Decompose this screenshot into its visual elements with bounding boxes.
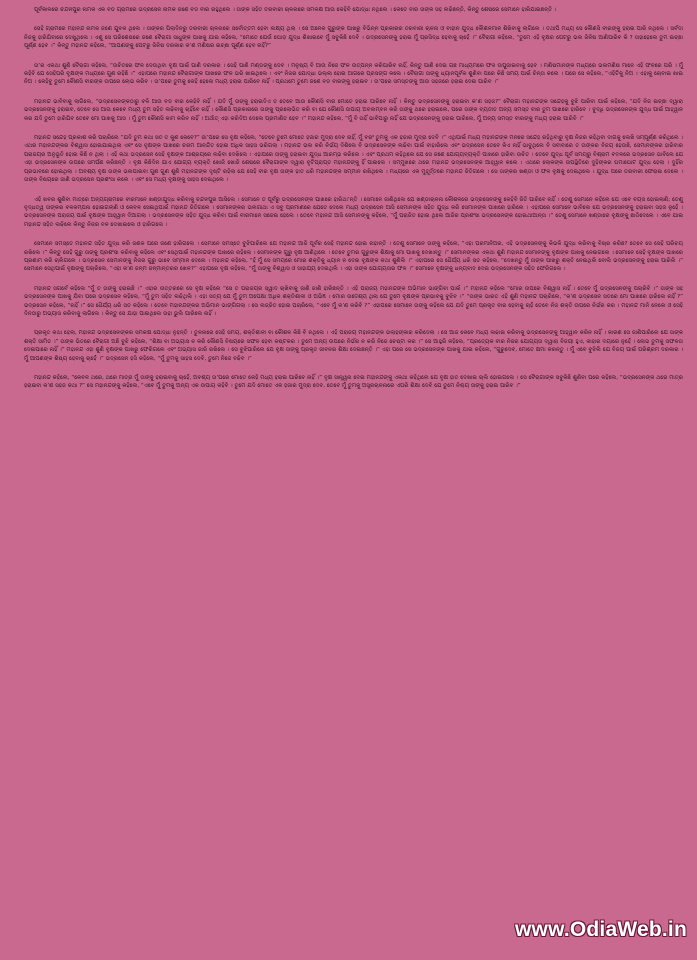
paragraph-5: ମହାନନ୍ଦ ସନ୍ଦେହ ପ୍ରକାଶ କରି ପଚାରିଲେ “ଯଦି ତୁମ କଥା ସତ ତ କୁଣ କେବେ?” ଜା’ପରେ ସେ ବୃକ୍ଷ କହିଲେ, “ତେବେ ତୁମେ ମୋତେ ହଜାର ମୁଦ୍ରା ଦେବ ନାହିଁ, ମୁଁ ବରଂ ତୁମକୁ ଏକ ହଜାର ମୁଦ୍ରା ଦେବି ।” ଏଥିପାଇଁ ମଧ୍ୟ ମହାନନ୍ଦଙ୍କ ମନରେ ସନ୍ଦେହ ରହିଥିବାରୁ ବୃକ୍ଷ ନିଜର କହିଥିବା ଦାଗକୁ ଲେଖି ସମ୍ପୂର୍ଣ୍ଣ କରିଥିଲେ । ଏଥର ମହାନନ୍ଦଙ୍କର ବିଶ୍ୱାସ ହୋଇଯାଇଥିଲା ଏବଂ ସେ ବୃକ୍ଷଙ୍କ ପାଖରେ ଚରମ ଆନନ୍ଦିତ ହୋଇ ଅଧିକ ସାହସ ଭରିଗଲା । ମହାନନ୍ଦ ଭଲ କରି ନିର୍ଭୟ ଦିଶିଲେ ବି ଭଦ୍ରସେନଙ୍କ ଲଢିବା ପାଇଁ ବାହାରିଲେ ଏବଂ ଭଦ୍ରସେନ ତେବେ କିଏ ନାହିଁ ଭାବୁଥିଲେ ବି ସବୀବାରେ ତ ତାଙ୍କର ବିଜୟ ହେଉଛି, ସେମାନଙ୍କର ହାରିବାର ପରାଜୟର ଅନୁଭୂତି ହୋଇ କିଛି ନ ଥିଲା । ଏହି କଥା ଭଦ୍ରସେନ ସେହି ବୃକ୍ଷଙ୍କ ଆଶ୍ରୟରେ ଲଢିବା ଦେଖିଲେ । ଏହାପରେ ତାଙ୍କୁ ହରାଇବା ଯୁଦ୍ଧ ଆରମ୍ଭ କରିଲେ । ଏବଂ ପ୍ରଥମ କହିଥିଲେ ଯେ ସେ ଜଣେ ଯୋଗ୍ୟବ୍ୟକ୍ତି ପାଖରେ ହାରିବା ଉଚିତ । ତେବେ ଯୁଦ୍ଧ ପୂର୍ବ ସମୟରୁ ବିଶ୍ରାମ ବଦଳରେ ଭଦ୍ରସେନ ଭାବିଲେ ଯେ ଏହା ଭଦ୍ରସେନଙ୍କ ଉପରେ ସମର୍ପଣ କରିଛନ୍ତି । ବୃକ୍ଷ କିଛିଦିନ ଯାଏ ଯୋଗ୍ୟ ବ୍ୟକ୍ତି ଖୋଜି ଖୋଜି ଶେଷରେ ବୈରାଗୀଙ୍କ ଦ୍ୱାରା ବୃଟିପ୍ରାପ୍ତ ମହାନନ୍ଦଙ୍କୁ ହିଁ ପାଇଲେ । ସମ୍ମୁଖରେ ଥରେ ମହାନନ୍ଦ ଭଦ୍ରସେନଙ୍କ ଆହ୍ୱାନ କଲେ । ଏଥରେ ଲୋକଙ୍କ ଉପସ୍ଥିତିରେ ଦୁହିଙ୍କର ଘମାଘୋଟ ଯୁଦ୍ଧ ହେଲା । ଦୁହିଁର ପ୍ରଭାବରେ ହୋଇଥିଲା । ଅବଶ୍ୟ ବୃକ୍ଷ ତାଙ୍କ ଭଲପାଇବା ଗୁଣ ଗୁଣ ଶୁଣି ମହାନନ୍ଦଙ୍କ ଦୃଷ୍ଟି ରହିଲା ଯେ ସେହି ବୀର ବୃକ୍ଷ ତାଙ୍କ ହାତ ଧରି ମହାନନ୍ଦଙ୍କ ସମ୍ମାନ ରଖିଥିଲେ । ମଧ୍ୟରେ ଏକ ମୁହୂର୍ତ୍ତରେ ମହାନନ୍ଦ ଜିତିଗଲେ । ସେ ତାଙ୍କର ଖଣ୍ଡା ଓ ଫଳ ବୃକ୍ଷକୁ ଦେଇଥିଲେ । ଯୁଦ୍ଧ ପରେ ତରବାରୀ ଫେରାଇ ଦେଲେ । ତାଙ୍କ ବିଷୟରେ ଜାଣି ଭଦ୍ରସେନ ପ୍ରଶଂସା କଲେ । ଏବଂ ସେ ମଧ୍ୟ ବୃକ୍ଷଙ୍କୁ ସାହସ ଦେଇଥିଲେ ।	[24, 135, 683, 184]
paragraph-6: ଏହି ଖବର ଶୁଣିବା ମାତ୍ରେ ଅନ୍ୟଗ୍ରାମରେ ବୀରମାନେ ଖଣ୍ଡାଯୁଦ୍ଧ କରିବାକୁ ଚନ୍ଦନପୁର ଆସିଲେ । ସେମାନେ ତ ପୂର୍ବରୁ ଭଦ୍ରସେନଙ୍କ ପାଖରେ ହାରିଥା’ନ୍ତି । ସେମାନେ ଜାଣିଥିଲେ ଯେ ଖଣ୍ଡାଚାଳନା କୌଶଳରେ ଭଦ୍ରସେନଙ୍କୁ କେହିବି ଜିତି ପାରିବେ ନାହିଁ । ତେଣୁ ସେମାନେ କହିଲେ ଯେ ଏବେ ବୟସ ହୋଇଲାଣି; ତେଣୁ ବୃଦ୍ଧତ୍ୱ ତାଙ୍କର ବଳକମ୍ପନା ହୋଇଗଲାଣି ଓ କେବଳ ସେଇଥିପାଇଁ ମହାନନ୍ଦ ଜିତିଗଲେ । ସେମାନଙ୍କର ଭଲଗାଥା ଏ ସବୁ ପ୍ରମାଣରେ ଯେତେ ଦେଲେ ମଧ୍ୟ ଭଦ୍ରସେନ ଆସି ସେମାନଙ୍କ ସହିତ ଯୁଦ୍ଧ କରି ସେମାନଙ୍କ ପାଖରେ ହାରିଲେ । ଏହାପରେ ସେମାନେ ଭାବିଲେ ଯେ ଭଦ୍ରସେନଙ୍କୁ ହରାଇବା ସହଜ ନୁହେଁ । ଭଦ୍ରସେନଙ୍କ ପରାଜୟ ପାଇଁ ବୃକ୍ଷଙ୍କ ଆହ୍ୱାନ ଦିଆଗଲା । ଭଦ୍ରସେନଙ୍କ ସହିତ ଯୁଦ୍ଧ କରିବା ପାଇଁ ବୀରମାନେ ସଜେଇ ହେଲେ । ତେବେ ମହାନନ୍ଦ ଆସି ସେମାନଙ୍କୁ କହିଲେ, “ମୁଁ ପରାଜିତ ହୋଇ ଥିଲେ ଆଜିର ପ୍ରଶଂସା ଭଦ୍ରସେନଙ୍କ ହୋଇଥାଆନ୍ତା ।” ତେଣୁ ସେମାନେ ଖଣ୍ଡାରେ ବୃକ୍ଷଙ୍କୁ ଛାଡିଦେଲେ । ଏବେ ଯାଇ ମହାନନ୍ଦ ସହିତ ଲଢିଲେ କିନ୍ତୁ ନିଜର ବଳ ଦେଖାଇଲେ ଓ ହାରିଗଲେ ।	[24, 196, 683, 228]
paragraph-3: ତା’ର ଏକଥା ଶୁଣି ବୈରାଗୀ କହିଲେ, “ଉଚିତରେ ଫଳ ଦେଉଥିବା ବୃକ୍ଷ ପାଇଁ ପାଣି ଦରକାର । ସେହି ପାଣି ମଣ୍ଡଙ୍କୁ ଦେବ । ମନୁଷ୍ୟ ବି ଆଉ ନିଜେ ଫଳ ଉତ୍ପନ୍ନ କରିପାରିବ ନାହିଁ, କିନ୍ତୁ ପାଣି ଦେଇ ଗଛ ମାଧ୍ୟମରେ ଫଳ ଉପୁଜାଇବାକୁ ହେବ । ମଣିଷମାନଙ୍କ ମଧ୍ୟରେ ଭଲମଣିଷ ମାନେ ଏହି ଫଳରେ ପରି । ମୁଁ କହିବି ଯେ ସେହିପରି ବୃକ୍ଷଙ୍କ ମଧ୍ୟରେ ଗୁଣ ରହିଛି ।” ଏହାପରେ ମହାନନ୍ଦ ବୈରାଗୀଙ୍କ ପାଖରେ ଫଳ ଭରି ଖାଇଥିଲେ । ଏବଂ ନିଜର ଯୋଦ୍ଧା ଭଲ୍ଲା ହୋଇ ଆଗରେ ପ୍ରସଙ୍ଗ କଲେ । ବୈରାଗୀ ତାଙ୍କୁ ଧ୍ୟାନପୂର୍ବକ ଶୁଣିବା ପରେ କିଛି ସମୟ ପାଇଁ ଚିନ୍ତା କଲେ । ପରେ ସେ କହିଲେ, “ଏହିଟିକୁ ନିଅ । ଏହାକୁ ଚୋବାଇ ଖାଇ ନିଅ । କେହିବୁ ତୁମେ କୌଣସି ବୀରଙ୍କ ଉପରେ ଲୋଭ କରିବ । ତା’ପରେ ତୁମକୁ କେହି ହେଲେ ମଧ୍ୟ ହରାଇ ପାରିବେ ନାହିଁ । ପ୍ରଥମେ ତୁମେ ଜଣେ ବଡ ବୀରଙ୍କୁ ହରାଇବ । ତା’ପରେ ସମସ୍ତଙ୍କୁ ଆଉ ସହଜରେ ହରାଇ ଦେଇ ପାରିବ ।”	[24, 62, 683, 86]
paragraph-9: ପ୍ରକୃତ କଥା ହେଲା, ମହାନନ୍ଦ ଭଦ୍ରସେନଙ୍କର ସମକକ୍ଷ ଯୋଦ୍ଧା ନୁହନ୍ତି । ତୁଳନାରେ ସେହି ସମୟ, ଶକ୍ତିଶାଳୀ ବା କୌଶଳ କିଛି ବି ନଥିଲେ । ଏହି ପରାଜୟ ମହାନନ୍ଦଙ୍କ ଭଲାହଙ୍କାର କରିଦେଲା । ସେ ଆଜ କେବେ ମଧ୍ୟ ଲଢାଇ କରିବାକୁ ଭଦ୍ରସେନଙ୍କୁ ଆହ୍ୱାନ କରିନ ନାହିଁ । କାରଣ ସେ ଜାଣିପାରିଲେ ଯେ ତାଙ୍କ ଶକ୍ତି ସୀମିତ ।” ତାଙ୍କ ଭିତରେ ବୈରାଗୀ ଅଛି ବୁଝି କହିଲେ, “ଶିକ୍ଷା ବା ଅଭ୍ୟାସ ନ କରି କୌଣସି ବିଷୟରେ ସଫଳ ହେବା କଷ୍ଟକର । ତୁମେ ଅନ୍ୟ ଉପରେ ନିର୍ଭର ନ କରି ନିଜେ ଚେଷ୍ଟା କର ।” ସେ ଆହୁରି କହିଲେ, “ପ୍ରତ୍ୟେକ ବୀର ନିଜର ଯୋଗ୍ୟତା ଦ୍ୱାରା ବିଜୟୀ ହୁଏ, କାହାର ଦୟାରେ ନୁହେଁ । ଲୋଭ ତୁମକୁ ସଫଳତା ଦେଇପାରେ ନାହିଁ ।” ମହାନନ୍ଦ ଏହା ଶୁଣି ବୃକ୍ଷଙ୍କ ପାଖରୁ ଫେରିଗଲେ ଏବଂ ଅଭ୍ୟାସ ଜାରି ରଖିଲେ । ସେ ବୁଝିପାରିଲେ ଯେ ବୃକ୍ଷ ତାଙ୍କୁ ପ୍ରକୃତ ଜୀବନର ଶିକ୍ଷା ଦେଇଛନ୍ତି ।” ଏହା ପରେ ସେ ଭଦ୍ରସେନଙ୍କ ପାଖକୁ ଯାଇ କହିଲେ, “ଗୁରୁଦେବ, ମୋତେ କ୍ଷମା କରନ୍ତୁ । ମୁଁ ଏବେ ବୁଝିଲି ଯେ ବିଜୟ ପାଇଁ ପରିଶ୍ରମ ଦରକାର । ମୁଁ ଆପଣଙ୍କ ଶିଷ୍ୟ ହେବାକୁ ଚାହେଁ ।” ଭଦ୍ରସେନ ହସି କହିଲେ, “ମୁଁ ତୁମକୁ ସାହସ ଦେବି, ତୁମେ ନିଜେ ବଢିବ ।”	[24, 330, 683, 362]
site-watermark: www.OdiaWeb.in	[515, 918, 687, 941]
paragraph-8: ମହାନନ୍ଦ ସଗର୍ବେ କହିଲେ “ମୁଁ ତ ତାଙ୍କୁ ହରାଇଛି ।” ଏହାର ଉତ୍ତରରେ ସେ ବୃକ୍ଷ କହିଲେ “ସେ ତ ପରାଜୟର ସ୍ୱାଦ ଚାଖିବାକୁ ଜାଣି ଜାଣି ହାରିଛନ୍ତି । ଏହି ପରାଜୟ ମହାନନ୍ଦଙ୍କ ଅଭିମାନ ଭାଙ୍ଗିବା ପାଇଁ ।” ମହାନନ୍ଦ କହିଲେ “ମୋର ଉପରେ ବିଶ୍ୱାସ ନାହିଁ । ତେବେ ମୁଁ ଭଦ୍ରସେନଙ୍କୁ ପଚାରିବି ।” ତାଙ୍କ ସହ ଭଦ୍ରସେନଙ୍କ ପାଖକୁ ଯିବା ପରେ ଭଦ୍ରସେନ କହିଲେ, “ମୁଁ ତୁମ ସହିତ ଲଢିଥିଲି । ଏହା ସତ୍ୟ ଯେ ମୁଁ ତୁମ ଅପେକ୍ଷା ଅଧିକ ଶକ୍ତିଶାଳୀ ଓ ଅଭିଜ୍ଞ । ମୋର ଉଦ୍ଦେଶ୍ୟ ଥିଲା ଯେ ତୁମେ ବୃକ୍ଷଙ୍କ ପ୍ରଭାବକୁ ବୁଝିବ ।” “ତାଙ୍କ ଭାରତ ଏହି ଶୁଣି ମହାନନ୍ଦ ପଚାରିଲେ, “କ’ଣ ଭଦ୍ରସେନ ସତରେ ମୋ ପାଖରେ ହାରିଲେ ନାହିଁ ?” ଭଦ୍ରସେନ କହିଲେ, “ନାହିଁ ।” ସେ ଧୈର୍ଯ୍ୟ ଧରି ସତ କହିଲେ । ତେବେ ମହାନନ୍ଦଙ୍କର ଅଭିମାନ ଭାଙ୍ଗିଗଲା । ସେ ଲଜ୍ଜିତ ହୋଇ ପଚାରିଲେ, “ଏବେ ମୁଁ କ’ଣ କରିବି ?” ଏହାପରେ ସେମାନେ ତାଙ୍କୁ କହିଲେ ଯେ ଯଦି ତୁମେ ପ୍ରକୃତ ବୀର ହେବାକୁ ଚାହଁ ତେବେ ନିଜ ଶକ୍ତି ଉପରେ ନିର୍ଭର କର । ମହାନନ୍ଦ ମାନି ନେଲେ ଓ ସେହି ଦିନଠାରୁ ଅଭ୍ୟାସ କରିବାକୁ ଲାଗିଲେ । କିନ୍ତୁ ସେ ଯାହା ପାଇଥିଲେ ତାହା ଭୁଲି ପାରିଲେ ନାହିଁ ।	[24, 285, 683, 317]
paragraph-4: ମହାନନ୍ଦ ଭାବିବାକୁ ଲାଗିଲେ, “ଭଦ୍ରସେନଙ୍କଠାରୁ ବଳି ଆଉ ବଡ ବୀର କେହିବି ନାହିଁ । ଯଦି ମୁଁ ତାଙ୍କୁ ହରାଇଦିଏ ତ ତେବେ ଆଉ କୌଣସି ବୀର ମୋତେ ହରାଇ ପାରିବେ ନାହିଁ । କିନ୍ତୁ ଭଦ୍ରସେନଙ୍କୁ ହରାଇବା କ’ଣ ସହଜ?” ବୈରାଗୀ ମହାନନ୍ଦଙ୍କ ସନ୍ଦେହକୁ ବୁଝି ପାରିବା ପାଇଁ କହିଲେ, “ଯଦି ନିଜ ଇଚ୍ଛା ଦ୍ୱାରା ଭଦ୍ରସେନଙ୍କୁ ହରାଇବ, ତେବେ ସେ ଆଉ କେବେ ମଧ୍ୟ ତୁମ ସହିତ ଲଢିବାକୁ ଚାହିଁବେ ନାହିଁ । କୌଣସି ପ୍ରକାରରେ ତାଙ୍କୁ ପ୍ରଲୋଭିତ କରି ବା ଯେ କୌଣସି ଉପାୟ ଅବଲମ୍ବନ କରି ତାଙ୍କୁ ଥରେ ହରାଇଲେ, ପରେ ତାଙ୍କ ବ୍ୟତୀତ ଅନ୍ୟ ସମସ୍ତ ବୀର ତୁମ ପାଖରେ ହାରିବେ । ବୁଦ୍ଧି ଭଦ୍ରସେନଙ୍କ ଯୁଦ୍ଧ ପାଇଁ ଆହ୍ୱାନ କର ଯଦି ତୁମେ ହାରିଯିବ ତେବେ ମୋ ପାଖକୁ ଆସ । ମୁଁ ତୁମ କୌଣସି କାମ କରିବ ନାହିଁ । ଅର୍ଥାତ୍ ଏହା କରିଦିଅ ଦେଲେ ପ୍ରମାଣିତ ହେବ ।” ମହାନନ୍ଦ କହିଲେ, “ମୁଁ ବି ତାହିଁ ଭାବିପାରୁ ନାହିଁ ଯେ ଭଦ୍ରସେନଙ୍କୁ ହରାଇ ପାରିଲେ, ମୁଁ ଅନ୍ୟ ସମସ୍ତ ବୀରଙ୍କୁ ମଧ୍ୟ ହରାଇ ପାରିବି ।”	[24, 98, 683, 122]
paragraph-2: ସେହି ଗ୍ରାମରେ ମହାନନ୍ଦ ନାମକ ଜଣେ ଯୁବକ ଥିଲେ । ତାଙ୍କର ପିଲାଦିନରୁ ତରବାରୀ ଚାଳନାରେ ସର୍ବୋତ୍ତମ ହେବା ଲକ୍ଷ୍ୟ ଥିଲା । ସେ ଅନେକ ଗୁରୁଙ୍କ ପାଖରୁ ବିଭିନ୍ନ ପ୍ରକାରର ତରବାରୀ ଚାଳନା ଓ ବାହୀନ ଯୁଦ୍ଧ କୌଶଳମାନ ଶିଖିବାକୁ ଲାଗିଲେ । ତଥାପି ମଧ୍ୟ ସେ କୌଣସି ବୀରଙ୍କୁ ହରାଇ ପାରି ନଥିଲେ । ସର୍ବଦା ନିଜକୁ ହାରିଯିବାରେ ଦେଖୁଥିଲେ । ଏଣୁ ସେ ପରିଶେଷରେ ଜଣେ ବୈରାଗୀ ସାଧୁଙ୍କ ପାଖକୁ ଯାଇ କହିଲେ, “ମୋତେ ଯେଉଁ ଘୋଡ଼ ଯୁଦ୍ଧ ଶିଖାଇବେ ମୁଁ ସବୁକିଛି ଦେବି । ଭଦ୍ରସେନଙ୍କୁ ହରାଇ ମୁଁ ପ୍ରସିଦ୍ଧ ହେବାକୁ ଚାହେଁ ।” ବୈରାଗୀ କହିଲେ, “ତୁମେ ଏହି ବୃକ୍ଷର ପେଟରୁ ଭଲ ଜିନିଷ ଆଣିପାରିବ କି ? ତାହାହେଲେ ତୁମ ଇଚ୍ଛା ପୂର୍ଣ୍ଣ ହେବ ।” କିନ୍ତୁ ମହାନନ୍ଦ କହିଲେ, “ଆପଣଙ୍କୁ ପେଟରୁ ଜିନିଷ ଦରକାର କ’ଣ ମଣିଷର ଇଚ୍ଛା ପୂର୍ଣ୍ଣ ହେବ ନାହିଁ?”	[24, 26, 683, 50]
paragraph-7: ସେମାନେ ସମସ୍ତେ ମହାନନ୍ଦ ସହିତ ଯୁଦ୍ଧ କରି ଜଣକ ପରେ ଜଣେ ହାରିଗଲେ । ସେମାନେ ସମସ୍ତେ ବୁଝିପାରିଲେ ଯେ ମହାନନ୍ଦ ଆଜି ପୂର୍ବର ସେହି ମହାନନ୍ଦ ହୋଇ ନାହାନ୍ତି । ତେଣୁ ସେମାନେ ତାଙ୍କୁ କହିଲେ, “ଏହା ପରମାନିଅର, ଏହି ଭଦ୍ରସେନଙ୍କୁ କିଭଳି ଯୁଦ୍ଧ କରିବାକୁ ବିଚାର କରିଛ? ତେବେ ସେ ସେହି ପରିଚୟ ରଖିଲେ ।” କିନ୍ତୁ ସେହି ଗୁରୁ ତାଙ୍କୁ ପ୍ରଶଂସା କରିବାକୁ କହିଲେ ଏବଂ ସେଥିପାଇଁ ମହାନନ୍ଦଙ୍କ ପାଖରେ ରହିଲେ । ସେମାନଙ୍କ ଗୁରୁ ବୃକ୍ଷ ଆଣିଥିଲେ । ତେବେ ତୁମର ଗୁରୁଙ୍କ ଶିକ୍ଷାକୁ ମୋ ପାଖକୁ ଦେଖାନ୍ତୁ ।” ସେମାନଙ୍କର ଏକଥା ଶୁଣି ମହାନନ୍ଦ ସେମାନଙ୍କୁ ବୃକ୍ଷଙ୍କ ପାଖକୁ ନେଇଗଲେ । ସେମାନେ ସେହି ବୃକ୍ଷଙ୍କ ପାଖରେ ପ୍ରଣାମ କରି ଚାଲିଗଲେ । ଭଦ୍ରସେନ ସେମାନଙ୍କୁ ନିଜର ଗୁରୁ ଭାବେ ସମ୍ମାନ ଦେଲେ । ମହାନନ୍ଦ କହିଲେ, “ହଁ ମୁଁ ସେ ସମୟରେ ମୋର ଶକ୍ତିକୁ ଧ୍ୟାନ ନ ଦେଇ ବୃକ୍ଷଙ୍କ କଥା ଶୁଣିଲି ।” ଏହାପରେ ସେ ଧୈର୍ଯ୍ୟ ଧରି ସତ କହିଲେ, “ଦେଖନ୍ତୁ ମୁଁ ତାଙ୍କ ପାଖରୁ ଶକ୍ତି ନେଇଥିଲି ବୋଲି ଭଦ୍ରସେନଙ୍କୁ ହରାଇ ପାରିଲି ।” ସେମାନେ ସେଥିପାଇଁ ବୃକ୍ଷଙ୍କୁ ପଚାରିଲେ, “ଏହା କ’ଣ ଜନ୍ମ ଜନ୍ମାନ୍ତରର ଖେଳ?” ଏହାପରେ ବୃକ୍ଷ କହିଲେ, “ମୁଁ ତାଙ୍କୁ ବିଶ୍ୱାସ ଓ ସାହାଯ୍ୟ ଦେଇଥିଲି । ଏହା ତାଙ୍କ ଯୋଗ୍ୟତାର ଫଳ ।” ସେମାନେ ବୃକ୍ଷଙ୍କୁ ଧନ୍ୟବାଦ ଦେଇ ଭଦ୍ରସେନଙ୍କ ସହିତ ଫେରିଗଲେ ।	[24, 241, 683, 273]
paragraph-10: ମହାନନ୍ଦ କହିଲେ, “କେବଳ ଥରେ, ଥରେ ମାତ୍ର ମୁଁ ତାଙ୍କୁ ହରାଇବାକୁ ଚାହେଁ, ଅବଶ୍ୟ ତା’ପରେ ମୋତେ କେହି ମଧ୍ୟ ହରାଇ ପାରିବେ ନାହିଁ ।” ବୃକ୍ଷ ସାନ୍ତ୍ୱନା ଦେଇ ମହାନନ୍ଦଙ୍କୁ ଏକଥା କହିଥିଲେ ଯେ ବୃକ୍ଷ ହାତ ଦେଖାଇ ଚାଲି ହୋଇଗଲେ । ସେ ବୈରାଗୀଙ୍କ ସବୁକିଛି ଶୁଣିବା ପରେ କହିଲେ, “ଭଦ୍ରସେନଙ୍କ ଥରେ ମାତ୍ର ହରାଇବା କ’ଣ ସହଜ କଥା ?” ସେ ମହାନନ୍ଦଙ୍କୁ କହିଲେ, “ଏବେ ମୁଁ ତୁମକୁ ଅନ୍ୟ ଏକ ଉପାୟ କହିବି । ତୁମେ ଯଦି ମୋତେ ଏକ ହଜାର ମୁଦ୍ରା ଦେବ, ତେବେ ମୁଁ ତୁମକୁ ଅସ୍ତ୍ରଚାଳନାରେ ଏପରି ଶିକ୍ଷା ଦେବି ଯେ ତୁମେ ନିଶ୍ଚୟ ତାଙ୍କୁ ହରାଇ ପାରିବ ।”	[24, 375, 683, 390]
paragraph-1: ପୂର୍ବକାଳରେ ଚନ୍ଦନପୁର ନାମକ ଏକ ବଡ ଗ୍ରାମରେ ଭଦ୍ରସେନ ନାମକ ଜଣେ ବଡ ବୀର ରହୁଥିଲେ । ତାଙ୍କ ସହିତ ତରବାରୀ ଚାଳନାରେ ସମକକ୍ଷ ଆଉ କେହିବି ଯୋଦ୍ଧା ନଥିଲେ । କେତେ ବୀର ତାଙ୍କ ସହ ଲଢିଛନ୍ତି, କିନ୍ତୁ ଶେଷରେ ସେମାନେ ହାରିଯାଇଛନ୍ତି ।	[34, 7, 557, 13]
